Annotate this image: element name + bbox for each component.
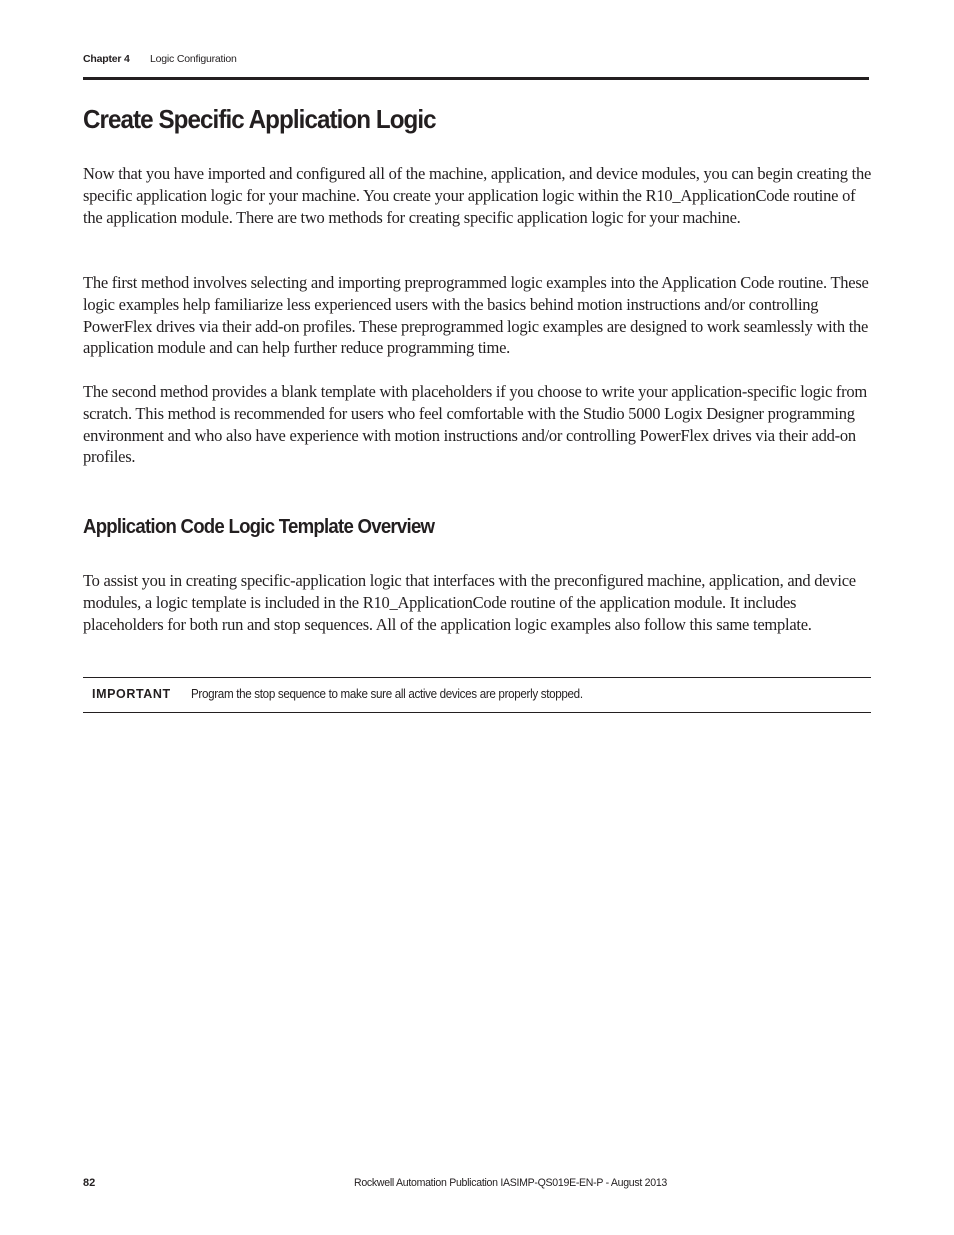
section-title: Application Code Logic Template Overview <box>83 516 435 538</box>
second-method-paragraph: The second method provides a blank template with placeholders if you choose to write your application-specific logic from scratch. This method is recommended for users who feel comfortable with the Studio 5000 Logix Designer programming environment and who also have experience with motion instructions and/or controlling PowerFlex drives via their add-on profiles. <box>83 382 867 467</box>
important-note <box>83 677 871 713</box>
important-label: IMPORTANT <box>92 687 171 701</box>
first-method-paragraph: The first method involves selecting and importing preprogrammed logic examples into the Application Code routine. These logic examples help familiarize less experienced users with the basics behind motion instructions and/or controlling PowerFlex drives via their add-on profiles. These preprogrammed logic examples are designed to work seamlessly with the application module and can help further reduce programming time. <box>83 273 869 358</box>
chapter-number: Chapter 4 <box>83 53 130 65</box>
page-number: 82 <box>83 1177 96 1189</box>
template-overview-paragraph: To assist you in creating specific-application logic that interfaces with the preconfigured machine, application, and device modules, a logic template is included in the R10_ApplicationCode routine of the application module. It includes placeholders for both run and stop sequences. All of the application logic examples also follow this same template. <box>83 571 856 634</box>
publication-info: Rockwell Automation Publication IASIMP-QS019E-EN-P - August 2013 <box>354 1177 668 1189</box>
page-header <box>83 53 869 80</box>
important-text: Program the stop sequence to make sure all active devices are properly stopped. <box>191 687 583 701</box>
intro-paragraph: Now that you have imported and configured all of the machine, application, and device modules, you can begin creating the specific application logic for your machine. You create your application logic within the R10_ApplicationCode routine of the application module. There are two methods for creating specific application logic for your machine. <box>83 164 872 227</box>
chapter-title: Logic Configuration <box>150 53 237 65</box>
page-title: Create Specific Application Logic <box>83 104 436 134</box>
